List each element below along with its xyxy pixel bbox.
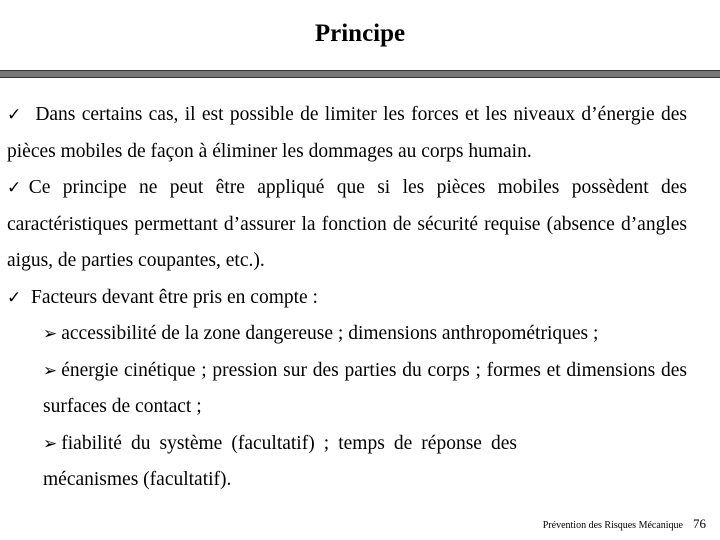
slide-footer <box>543 516 706 532</box>
bullet-2 <box>7 170 687 280</box>
check-icon: ✓ <box>7 287 22 308</box>
sub-bullet-1 <box>43 316 687 353</box>
bullet-1-text: Dans certains cas, il est possible de limiter les forces et les niveaux d’énergie des pièces mobiles de façon à éliminer les dommages au corps humain. <box>7 104 687 162</box>
arrow-icon: ➢ <box>43 433 58 454</box>
page-number: 76 <box>693 516 706 531</box>
sub-bullet-3-text: fiabilité du système (facultatif) ; temps de réponse des mécanismes (facultatif). <box>43 432 517 490</box>
arrow-icon: ➢ <box>43 360 58 381</box>
sub-bullet-3 <box>43 426 687 499</box>
check-icon: ✓ <box>7 178 29 198</box>
bullet-3 <box>7 280 687 317</box>
slide-title: Principe <box>314 20 406 47</box>
sub-bullet-2-text: énergie cinétique ; pression sur des parties du corps ; formes et dimensions des surfaces de contact ; <box>43 359 687 417</box>
arrow-icon: ➢ <box>43 324 58 344</box>
bullet-1 <box>7 97 687 170</box>
sub-bullet-1-text: accessibilité de la zone dangereuse ; dimensions anthropométriques ; <box>61 323 599 344</box>
sub-bullet-2 <box>43 353 687 426</box>
bullet-2-text: Ce principe ne peut être appliqué que si les pièces mobiles possèdent des caractéristiques permettant d’assurer la fonction de sécurité requise (absence d’angles aigus, de parties coupantes, etc.). <box>7 177 687 271</box>
footer-label: Prévention des Risques Mécanique <box>542 520 683 531</box>
title-divider <box>0 70 720 78</box>
bullet-3-text: Facteurs devant être pris en compte : <box>31 286 318 308</box>
check-icon: ✓ <box>7 105 23 125</box>
slide-body <box>7 97 687 499</box>
